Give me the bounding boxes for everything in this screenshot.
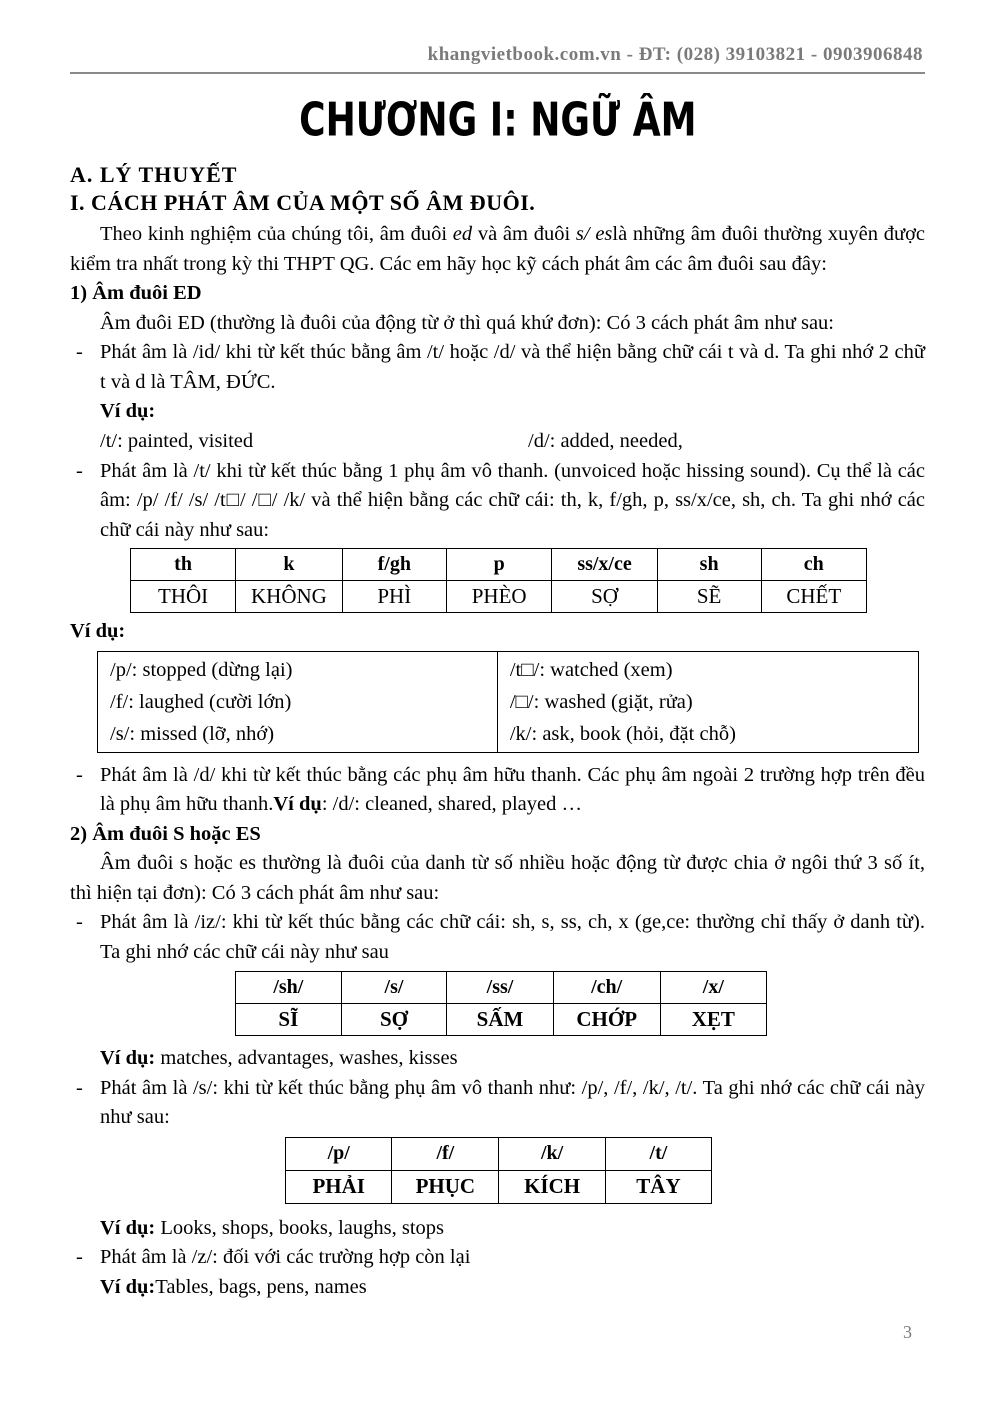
table-iz-letters	[235, 971, 767, 1036]
table-row: /p/ /f/ /k/ /t/	[286, 1137, 712, 1170]
table-s-letters	[285, 1137, 712, 1204]
bullet-d: - Phát âm là /d/ khi từ kết thúc bằng các phụ âm hữu thanh. Các phụ âm ngoài 2 trường hợp trên đều là phụ âm hữu thanh.Ví dụ: /d/: cleaned, shared, played …	[76, 763, 925, 815]
vidu-inline-label: Ví dụ	[273, 793, 322, 815]
sub2-paragraph: Âm đuôi s hoặc es thường là đuôi của danh từ số nhiều hoặc động từ được chia ở ngôi thứ 3 số ít, thì hiện tại đơn): Có 3 cách phát âm như sau:	[70, 852, 925, 904]
section-a-heading: A. LÝ THUYẾT	[70, 162, 238, 187]
vidu-matches: Ví dụ: matches, advantages, washes, kisses	[100, 1047, 458, 1069]
bullet-z: - Phát âm là /z/: đối với các trường hợp còn lại	[76, 1246, 471, 1268]
example-pair	[70, 427, 925, 457]
page-number: 3	[903, 1322, 912, 1342]
bullet-t: - Phát âm là /t/ khi từ kết thúc bằng 1 phụ âm vô thanh. (unvoiced hoặc hissing sound). Cụ thể là các âm: /p/ /f/ /s/ /t□/ /□/ /k/ và thể hiện bằng các chữ cái: th, k, f/gh, p, ss/x/ce, sh, ch. Ta ghi nhớ các chữ cái này như sau:	[76, 459, 925, 541]
vidu-tables: Ví dụ:Tables, bags, pens, names	[100, 1275, 367, 1298]
sub2-heading: 2) Âm đuôi S hoặc ES	[70, 822, 261, 845]
bullet-id: - Phát âm là /id/ khi từ kết thúc bằng âm /t/ hoặc /d/ và thể hiện bằng chữ cái t và d. Ta ghi nhớ 2 chữ t và d là TÂM, ĐỨC.	[70, 338, 925, 397]
sub1-heading: 1) Âm đuôi ED	[70, 282, 202, 304]
table-ed-examples	[97, 651, 919, 753]
table-row: /sh/ /s/ /ss/ /ch/ /x/	[236, 972, 767, 1004]
s-es-italic: s/ es	[575, 223, 613, 245]
sub1-paragraph: Âm đuôi ED (thường là đuôi của động từ ở thì quá khứ đơn): Có 3 cách phát âm như sau:	[100, 311, 834, 334]
vidu-label-1: Ví dụ:	[100, 400, 156, 422]
bullet-s: - Phát âm là /s/: khi từ kết thúc bằng phụ âm vô thanh như: /p/, /f/, /k/, /t/. Ta ghi nhớ các chữ cái này như sau:	[76, 1076, 925, 1128]
bullet-iz: - Phát âm là /iz/: khi từ kết thúc bằng các chữ cái: sh, s, ss, ch, x (ge,ce: thường chỉ thấy ở danh từ). Ta ghi nhớ các chữ cái này như sau	[76, 911, 925, 963]
example-d: /d/: added, needed,	[528, 429, 683, 452]
bullet-dash: -	[76, 341, 83, 363]
table-row: /p/: stopped (dừng lại) /f/: laughed (cười lớn) /s/: missed (lỡ, nhớ) /t□/: watched (xem) /□/: washed (giặt, rửa) /k/: ask, book (hỏi, đặt chỗ)	[98, 651, 919, 752]
vidu-looks: Ví dụ: Looks, shops, books, laughs, stops	[100, 1216, 444, 1239]
table-row: PHẢI PHỤC KÍCH TÂY	[286, 1170, 712, 1203]
table-row: SĨ SỢ SẤM CHỚP XẸT	[236, 1004, 767, 1036]
table-row: th k f/gh p ss/x/ce sh ch	[131, 549, 867, 581]
intro-paragraph: Theo kinh nghiệm của chúng tôi, âm đuôi ed và âm đuôi s/ eslà những âm đuôi thường xuyên được kiểm tra nhất trong kỳ thi THPT QG. Các em hãy học kỹ cách phát âm các âm đuôi sau đây:	[70, 223, 926, 275]
chapter-title: CHƯƠNG I: NGỮ ÂM	[298, 93, 697, 147]
ed-italic: ed	[452, 223, 473, 245]
vidu-label-2: Ví dụ:	[70, 620, 126, 642]
example-t: /t/: painted, visited	[100, 429, 254, 452]
table-row: THÔI KHÔNG PHÌ PHÈO SỢ SẼ CHẾT	[131, 581, 867, 613]
section-i-heading: I. CÁCH PHÁT ÂM CỦA MỘT SỐ ÂM ĐUÔI.	[70, 190, 536, 215]
table-unvoiced-letters	[130, 548, 867, 613]
header-rule	[70, 72, 925, 74]
site-header: khangvietbook.com.vn - ĐT: (028) 39103821 - 0903906848	[427, 44, 923, 65]
